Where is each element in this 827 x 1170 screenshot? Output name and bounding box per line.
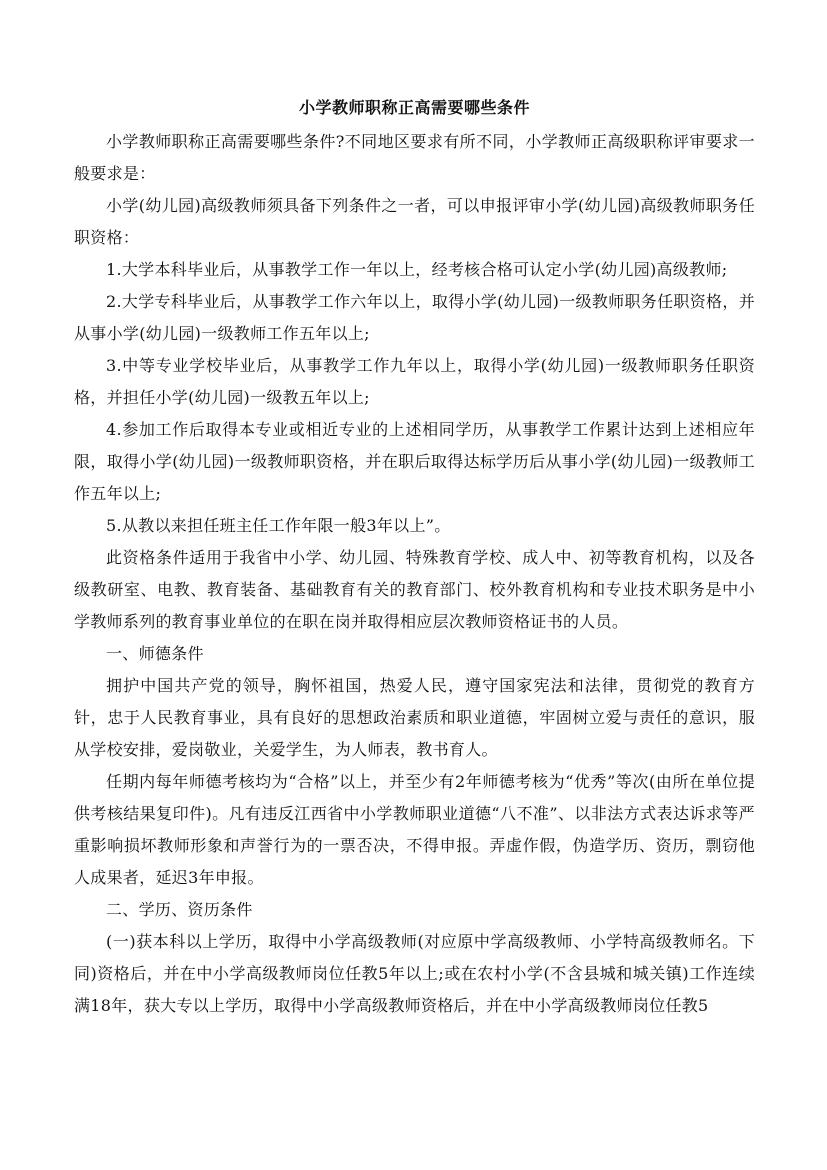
paragraph-intro: 小学教师职称正高需要哪些条件?不同地区要求有所不同，小学教师正高级职称评审要求一般要求是： <box>74 132 755 183</box>
paragraph-condition-5: 5.从教以来担任班主任工作年限一般3年以上”。 <box>106 516 451 535</box>
paragraph-conditions-lead: 小学(幼儿园)高级教师须具备下列条件之一者，可以申报评审小学(幼儿园)高级教师职务任职资格： <box>74 196 755 247</box>
paragraph-ethics: 拥护中国共产党的领导，胸怀祖国，热爱人民，遵守国家宪法和法律，贯彻党的教育方针，忠于人民教育事业，具有良好的思想政治素质和职业道德，牢固树立爱与责任的意识，服从学校安排，爱岗敬业，关爱学生，为人师表，教书育人。 <box>74 676 755 759</box>
paragraph-condition-2: 2.大学专科毕业后，从事教学工作六年以上，取得小学(幼儿园)一级教师职务任职资格，并从事小学(幼儿园)一级教师工作五年以上; <box>74 292 755 343</box>
paragraph-scope: 此资格条件适用于我省中小学、幼儿园、特殊教育学校、成人中、初等教育机构，以及各级教研室、电教、教育装备、基础教育有关的教育部门、校外教育机构和专业技术职务是中小学教师系列的教育事业单位的在职在岗并取得相应层次教师资格证书的人员。 <box>74 548 755 631</box>
document-title: 小学教师职称正高需要哪些条件 <box>298 98 530 117</box>
paragraph-ethics-assessment: 任期内每年师德考核均为“合格”以上，并至少有2年师德考核为“优秀”等次(由所在单位提供考核结果复印件)。凡有违反江西省中小学教师职业道德“八不准”、以非法方式表达诉求等严重影响损坏教师形象和声誉行为的一票否决，不得申报。弄虚作假，伪造学历、资历，剽窃他人成果者，延迟3年申报。 <box>74 772 755 887</box>
section-heading-education: 二、学历、资历条件 <box>106 900 253 919</box>
document-page <box>74 96 755 1022</box>
paragraph-condition-4: 4.参加工作后取得本专业或相近专业的上述相同学历，从事教学工作累计达到上述相应年限，取得小学(幼儿园)一级教师职资格，并在职后取得达标学历后从事小学(幼儿园)一级教师工作五年以上; <box>74 420 755 503</box>
paragraph-education-1: (一)获本科以上学历，取得中小学高级教师(对应原中学高级教师、小学特高级教师名。下同)资格后，并在中小学高级教师岗位任教5年以上;或在农村小学(不含县城和城关镇)工作连续满18年，获大专以上学历，取得中小学高级教师资格后，并在中小学高级教师岗位任教5 <box>74 932 755 1015</box>
paragraph-condition-3: 3.中等专业学校毕业后，从事教学工作九年以上，取得小学(幼儿园)一级教师职务任职资格，并担任小学(幼儿园)一级教五年以上; <box>74 356 755 407</box>
section-heading-ethics: 一、师德条件 <box>106 644 204 663</box>
paragraph-condition-1: 1.大学本科毕业后，从事教学工作一年以上，经考核合格可认定小学(幼儿园)高级教师; <box>106 260 728 279</box>
